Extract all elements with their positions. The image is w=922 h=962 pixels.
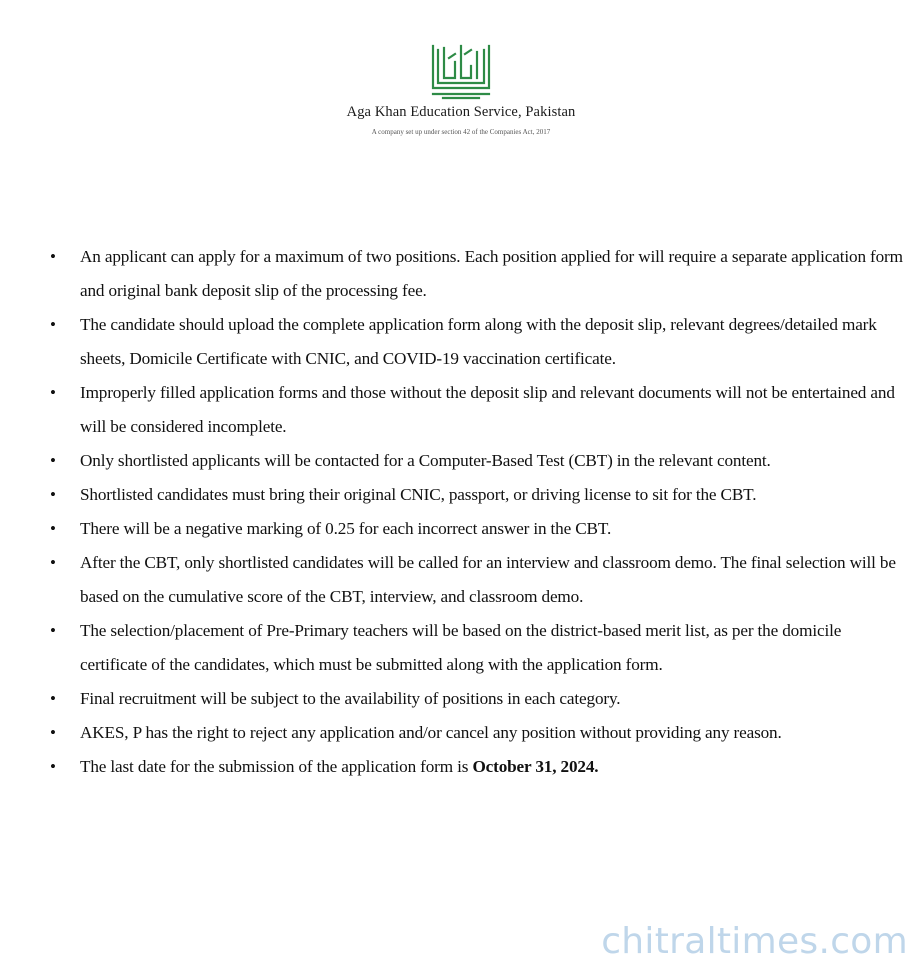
instructions-list — [45, 240, 905, 784]
list-item: • AKES, P has the right to reject any application and/or cancel any position without providing any reason. — [45, 716, 905, 750]
list-item: • An applicant can apply for a maximum of two positions. Each position applied for will require a separate application form and original bank deposit slip of the processing fee. — [45, 240, 905, 308]
list-item: • The selection/placement of Pre-Primary teachers will be based on the district-based merit list, as per the domicile certificate of the candidates, which must be submitted along with the application form. — [45, 614, 905, 682]
list-item: • Final recruitment will be subject to the availability of positions in each category. — [45, 682, 905, 716]
last-date-item — [45, 750, 905, 784]
organization-name: Aga Khan Education Service, Pakistan — [346, 104, 576, 120]
list-item: • The candidate should upload the complete application form along with the deposit slip, relevant degrees/detailed mark sheets, Domicile Certificate with CNIC, and COVID-19 vaccination certificate. — [45, 308, 905, 376]
list-item: • After the CBT, only shortlisted candidates will be called for an interview and classroom demo. The final selection will be based on the cumulative score of the CBT, interview, and classroom demo. — [45, 546, 905, 614]
list-item: • There will be a negative marking of 0.25 for each incorrect answer in the CBT. — [45, 512, 905, 546]
list-item: • Shortlisted candidates must bring their original CNIC, passport, or driving license to sit for the CBT. — [45, 478, 905, 512]
akes-logo-icon — [425, 40, 497, 100]
organization-subtitle: A company set up under section 42 of the Companies Act, 2017 — [371, 128, 551, 136]
watermark: chitraltimes.com — [601, 921, 908, 962]
letterhead — [0, 40, 922, 136]
deadline-date: October 31, 2024. — [472, 757, 599, 776]
list-item: • Improperly filled application forms and those without the deposit slip and relevant documents will not be entertained and will be considered incomplete. — [45, 376, 905, 444]
last-date-text: The last date for the submission of the application form is — [80, 757, 473, 776]
list-item: • Only shortlisted applicants will be contacted for a Computer-Based Test (CBT) in the relevant content. — [45, 444, 905, 478]
